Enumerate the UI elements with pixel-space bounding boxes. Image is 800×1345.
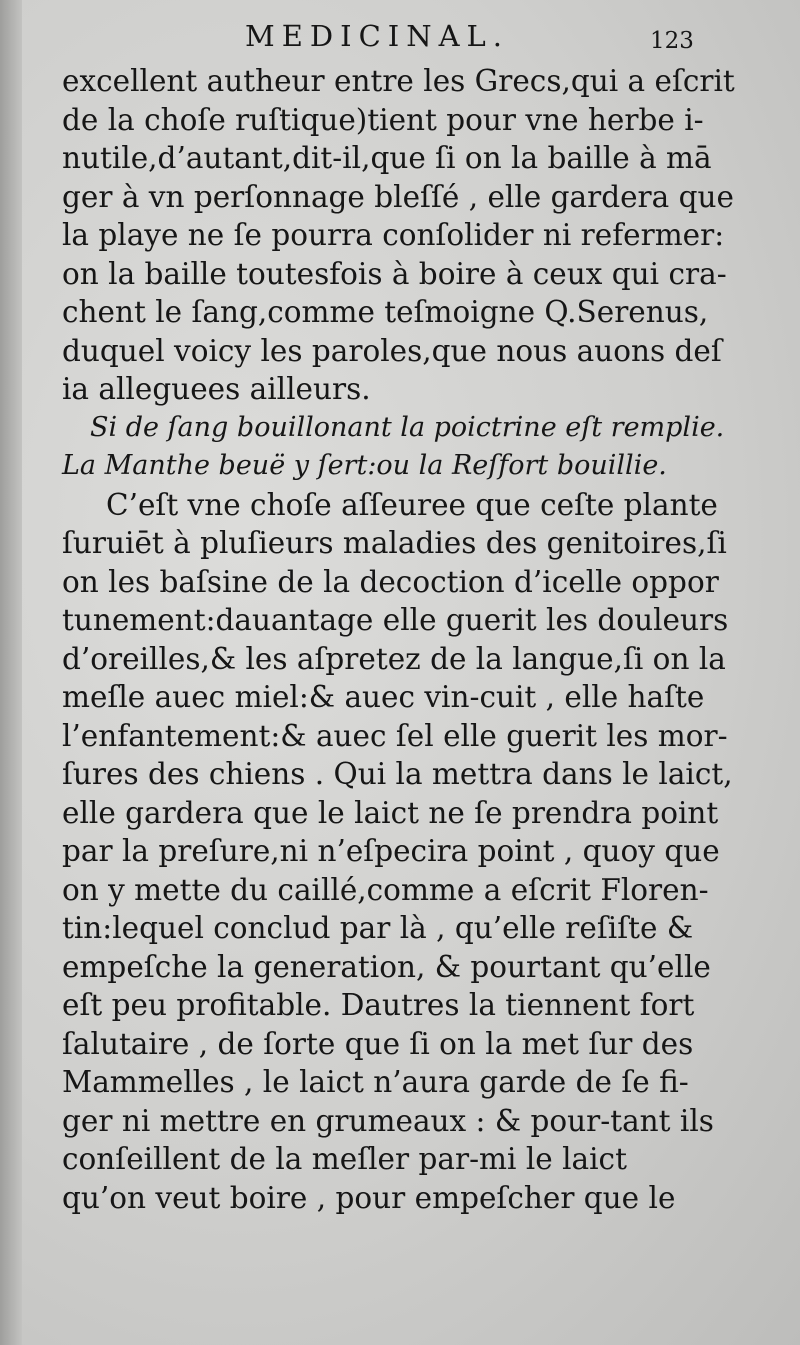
text-line: nutile,d’autant,dit-il,que ſi on la baille à mā bbox=[62, 141, 712, 175]
running-title: MEDICINAL. bbox=[245, 19, 510, 53]
verse-quote-line: La Manthe beuë y ſert:ou la Reſfort bouillie. bbox=[62, 450, 667, 481]
text-line: excellent autheur entre les Grecs,qui a eſcrit bbox=[62, 64, 735, 98]
paragraph-first-line: C’eſt vne choſe aſſeuree que ceſte plante bbox=[106, 487, 718, 522]
text-line: l’enfantement:& auec ſel elle guerit les mor- bbox=[62, 718, 728, 753]
text-line: elle gardera que le laict ne ſe prendra point bbox=[62, 795, 719, 830]
text-line: on les baſsine de la decoction d’icelle oppor bbox=[62, 564, 719, 599]
text-line: la playe ne ſe pourra conſolider ni refermer: bbox=[62, 218, 725, 252]
text-line: eſt peu profitable. Dautres la tiennent fort bbox=[62, 988, 695, 1022]
text-line: ſalutaire , de ſorte que ſi on la met ſur des bbox=[62, 1026, 694, 1061]
text-line: ſures des chiens . Qui la mettra dans le laict, bbox=[62, 757, 733, 791]
text-line: conſeillent de la meſler par-mi le laict bbox=[62, 1142, 627, 1176]
text-line: duquel voicy les paroles,que nous auons deſ bbox=[62, 333, 722, 368]
page-header bbox=[0, 16, 800, 56]
text-line: ſuruiēt à pluſieurs maladies des genitoires,ſi bbox=[62, 526, 727, 560]
text-line: Mammelles , le laict n’aura garde de ſe fi- bbox=[62, 1065, 689, 1099]
text-line: de la choſe ruſtique)tient pour vne herbe i- bbox=[62, 102, 704, 137]
text-line: ger à vn perſonnage bleſſé , elle gardera que bbox=[62, 179, 734, 214]
text-line: empeſche la generation, & pourtant qu’elle bbox=[62, 949, 711, 984]
text-line: tin:lequel conclud par là , qu’elle reſiſte & bbox=[62, 911, 694, 945]
body-text bbox=[62, 62, 735, 1217]
text-line: tunement:dauantage elle guerit les douleurs bbox=[62, 603, 729, 637]
text-line: d’oreilles,& les aſpretez de la langue,ſi on la bbox=[62, 641, 726, 676]
text-line: on la baille toutesfois à boire à ceux qui cra- bbox=[62, 256, 727, 291]
text-line: on y mette du caillé,comme a eſcrit Floren- bbox=[62, 872, 709, 907]
text-line: chent le ſang,comme teſmoigne Q.Serenus, bbox=[62, 295, 709, 329]
text-line: ger ni mettre en grumeaux : & pour-tant ils bbox=[62, 1103, 714, 1138]
page-gutter-shadow bbox=[0, 0, 22, 1345]
verse-quote-line: Si de ſang bouillonant la poictrine eſt remplie. bbox=[90, 411, 725, 443]
text-line: ia alleguees ailleurs. bbox=[62, 372, 371, 406]
text-line: par la preſure,ni n’eſpecira point , quoy que bbox=[62, 834, 720, 868]
text-line: qu’on veut boire , pour empeſcher que le bbox=[62, 1180, 676, 1215]
page-number: 123 bbox=[650, 28, 694, 54]
text-line: meſle auec miel:& auec vin-cuit , elle haſte bbox=[62, 680, 705, 714]
